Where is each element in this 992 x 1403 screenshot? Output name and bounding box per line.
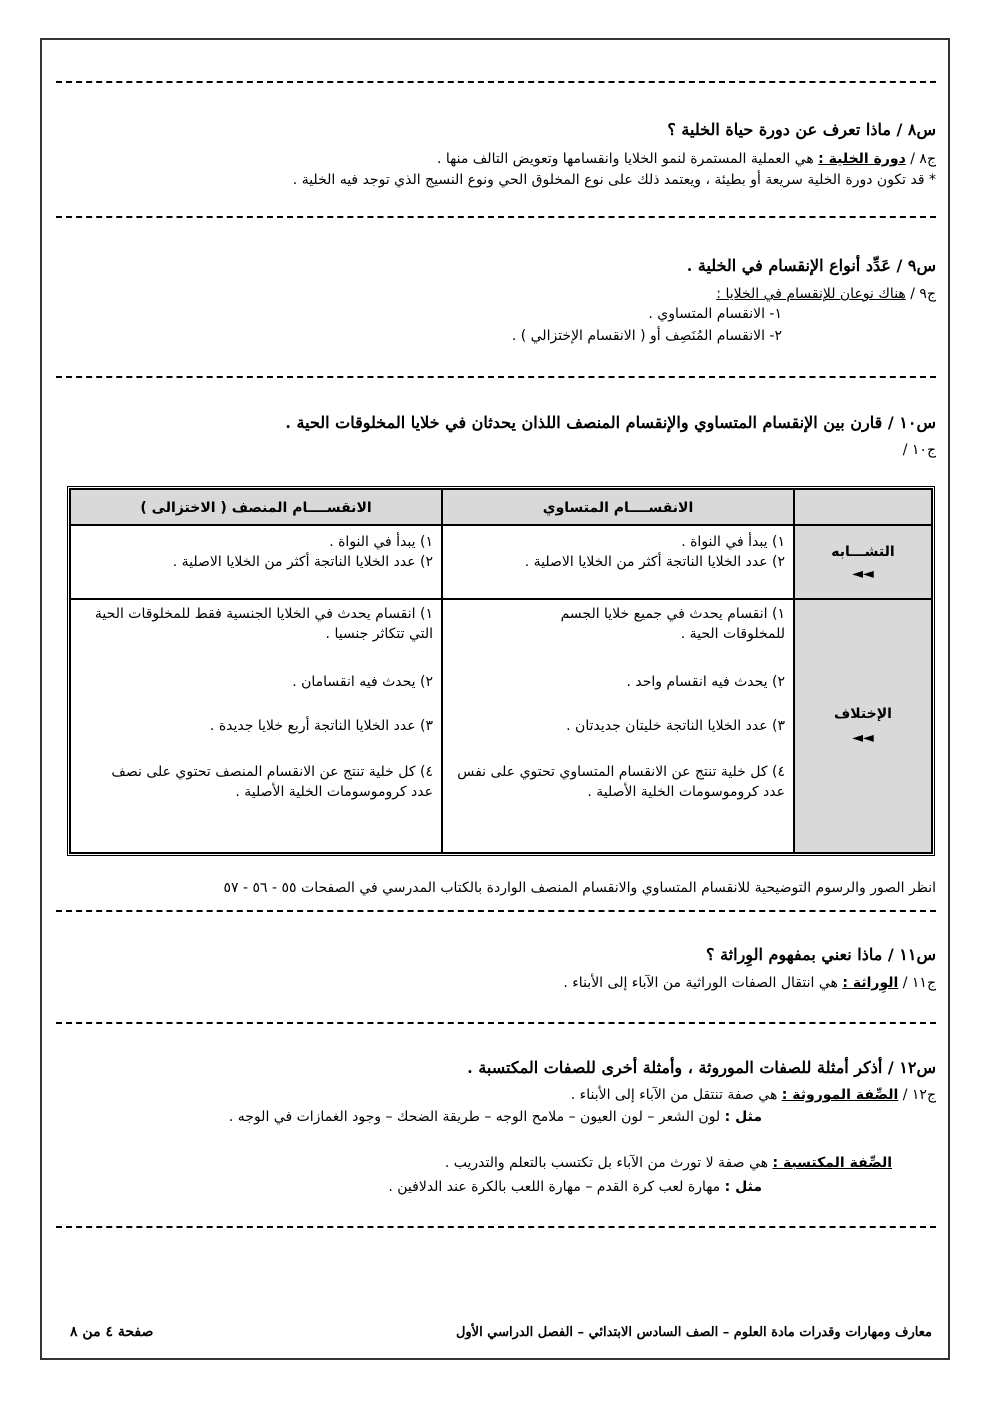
definition-inherited-trait: هي صفة تنتقل من الآباء إلى الأبناء . — [570, 1087, 778, 1103]
difference-label: الإختلاف — [834, 706, 892, 722]
question-8: س٨ / ماذا تعرف عن دورة حياة الخلية ؟ — [667, 120, 936, 139]
list-item: ١) انقسام يحدث في الخلايا الجنسية فقط للمخلوقات الحية التي تتكاثر جنسيا . — [94, 606, 433, 642]
question-12: س١٢ / أذكر أمثلة للصفات الموروثة ، وأمثلة أخرى للصفات المكتسبة . — [467, 1058, 936, 1077]
answer-8-prefix: ج٨ / — [910, 151, 936, 167]
acquired-trait — [445, 1155, 892, 1171]
answer-9-prefix: ج٩ / — [910, 286, 936, 302]
acquired-examples-text: مهارة لعب كرة القدم – مهارة اللعب بالكرة عند الدلافين . — [388, 1179, 721, 1195]
divider — [56, 1226, 936, 1228]
similarity-equal-cell — [442, 525, 794, 599]
table-corner-cell — [794, 489, 932, 525]
list-item: ٤) كل خلية تنتج عن الانقسام المتساوي تحتوي على نفس عدد كروموسومات الخلية الأصلية . — [457, 764, 785, 800]
footer-title: معارف ومهارات وقدرات مادة العلوم – الصف السادس الابتدائي – الفصل الدراسي الأول — [455, 1325, 932, 1340]
answer-11-prefix: ج١١ / — [902, 975, 936, 991]
divider — [56, 216, 936, 218]
inherited-examples — [229, 1109, 762, 1125]
question-9: س٩ / عَدِّد أنواع الإنقسام في الخلية . — [686, 256, 936, 275]
definition-cell-cycle: هي العملية المستمرة لنمو الخلايا وانقسامها وتعويض التالف منها . — [437, 151, 814, 167]
answer-11 — [563, 975, 936, 991]
similarity-label: التشـــابه — [831, 544, 895, 560]
row-label-similarity — [794, 525, 932, 599]
arrows-icon: ◄◄ — [852, 730, 874, 746]
answer-12-prefix: ج١٢ / — [902, 1087, 936, 1103]
list-item: ٢) عدد الخلايا الناتجة أكثر من الخلايا الاصلية . — [172, 554, 433, 570]
list-item: ٢- الانقسام المُنَصِف أو ( الانقسام الإختزالي ) . — [511, 328, 782, 344]
header-meiosis: الانقســــام المنصف ( الاختزالى ) — [70, 489, 442, 525]
term-acquired-trait: الصِّفة المكتسبة : — [772, 1155, 892, 1171]
textbook-note: انظر الصور والرسوم التوضيحية للانقسام المتساوي والانقسام المنصف الواردة بالكتاب المدرسي في الصفحات ٥٥ - ٥٦ - ٥٧ — [223, 880, 936, 896]
example-label: مثل : — [724, 1179, 762, 1195]
inherited-examples-text: لون الشعر – لون العيون – ملامح الوجه – طريقة الضحك – وجود الغمازات في الوجه . — [228, 1109, 721, 1125]
list-item: ١) يبدأ في النواة . — [681, 534, 785, 550]
list-item: ٢) عدد الخلايا الناتجة أكثر من الخلايا الاصلية . — [524, 554, 785, 570]
list-item: ١- الانقسام المتساوي . — [648, 306, 782, 322]
term-heredity: الوِراثة : — [842, 975, 899, 991]
example-label: مثل : — [724, 1109, 762, 1125]
list-item: ٣) عدد الخلايا الناتجة أربع خلايا جديدة . — [209, 718, 433, 734]
arrows-icon: ◄◄ — [852, 566, 874, 582]
note-cell-cycle: * قد تكون دورة الخلية سريعة أو بطيئة ، ويعتمد ذلك على نوع المخلوق الحي ونوع النسيج الذي توجد فيه الخلية . — [292, 172, 936, 188]
divider — [56, 81, 936, 83]
divider — [56, 1022, 936, 1024]
list-item: ٢) يحدث فيه انقسام واحد . — [626, 674, 785, 690]
comparison-table — [67, 486, 935, 856]
answer-10-prefix: ج١٠ / — [902, 442, 936, 458]
answer-9-intro: هناك نوعان للإنقسام في الخلايا : — [716, 286, 906, 302]
acquired-examples — [388, 1179, 762, 1195]
similarity-meiosis-cell — [70, 525, 442, 599]
difference-equal-cell — [442, 599, 794, 853]
list-item: ١) يبدأ في النواة . — [329, 534, 433, 550]
answer-8 — [437, 151, 936, 167]
list-item: ١) انقسام يحدث في جميع خلايا الجسم للمخلوقات الحية . — [560, 606, 785, 642]
list-item: ٢) يحدث فيه انقسامان . — [292, 674, 433, 690]
question-10: س١٠ / قارن بين الإنقسام المتساوي والإنقسام المنصف اللذان يحدثان في خلايا المخلوقات الحية . — [285, 413, 936, 432]
header-equal-division: الانقســــام المتساوي — [442, 489, 794, 525]
answer-9 — [716, 286, 936, 302]
list-item: ٤) كل خلية تنتج عن الانقسام المنصف تحتوي على نصف عدد كروموسومات الخلية الأصلية . — [111, 764, 433, 800]
row-label-difference — [794, 599, 932, 853]
answer-12 — [571, 1087, 936, 1103]
question-11: س١١ / ماذا نعني بمفهوم الوِراثة ؟ — [706, 945, 936, 964]
definition-heredity: هي انتقال الصفات الوراثية من الآباء إلى الأبناء . — [563, 975, 838, 991]
page-number: صفحة ٤ من ٨ — [70, 1324, 154, 1340]
list-item: ٣) عدد الخلايا الناتجة خليتان جديدتان . — [566, 718, 785, 734]
term-cell-cycle: دورة الخلية : — [818, 151, 906, 167]
divider — [56, 910, 936, 912]
divider — [56, 376, 936, 378]
term-inherited-trait: الصِّفة الموروثة : — [781, 1087, 899, 1103]
definition-acquired-trait: هي صفة لا تورث من الآباء بل تكتسب بالتعلم والتدريب . — [444, 1155, 769, 1171]
difference-meiosis-cell — [70, 599, 442, 853]
